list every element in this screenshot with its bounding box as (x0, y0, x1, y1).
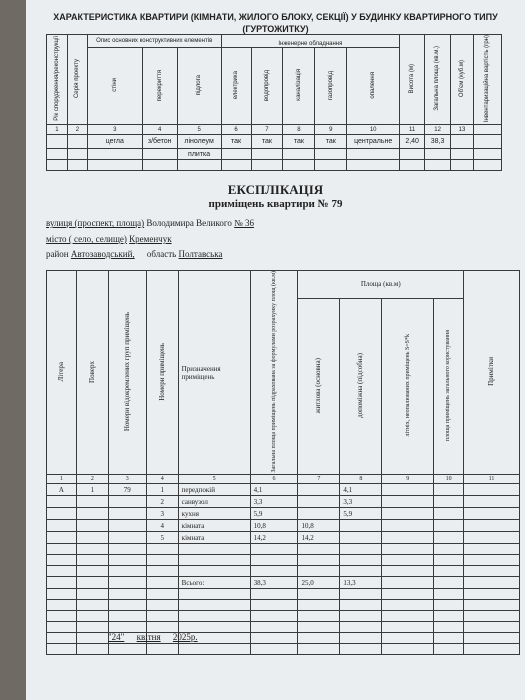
header-floor: підлога (177, 48, 221, 125)
header-floor-level: Поверх (76, 271, 108, 475)
total-row (47, 577, 520, 589)
header-auxiliary: допоміжна (підсобна) (340, 298, 382, 475)
header-ceiling: перекриття (142, 48, 177, 125)
header-value: Інвентаризаційна вартість (грн) (473, 35, 501, 125)
characteristic-table (46, 34, 502, 171)
header-notes: Примітки (464, 271, 520, 475)
header-electricity: електрика (221, 48, 251, 125)
column-numbers-row: 1 2 3 4 5 6 7 8 9 10 11 (47, 475, 520, 484)
table-row: 3 кухня 5,9 5,9 (47, 508, 520, 520)
column-numbers-row: 1 2 3 4 5 6 7 8 9 10 11 12 13 (47, 125, 502, 135)
explication-subtitle: приміщень квартири № 79 (208, 198, 343, 210)
header-litera: Літера (47, 271, 77, 475)
header-summer: літніх, неопалюваних приміщень S=S*k (382, 298, 434, 475)
table-row: цегла з/бетон лінолеум так так так так центральне 2,40 38,3 (47, 135, 502, 149)
header-year: Рік спорудження/реконструкції (47, 35, 68, 125)
header-living: житлова (основна) (298, 298, 340, 475)
table-row: плитка (47, 149, 502, 160)
total-auxiliary: 13,3 (340, 577, 382, 589)
header-series: Серія проекту (67, 35, 87, 125)
table-row: 5 кімната 14,2 14,2 (47, 532, 520, 544)
header-group-numbers: Номери відокремлених груп приміщень (108, 271, 146, 475)
explication-table (46, 270, 520, 655)
document-date: "24" квітня 2025р. (108, 632, 198, 642)
address-street: вулиця (проспект, площа) Володимира Великого № 36 (46, 218, 254, 228)
header-gas: газопровід (315, 48, 347, 125)
characteristic-title-line2: (ГУРТОЖИТКУ) (242, 24, 309, 34)
header-common: площа приміщень загального користування (434, 298, 464, 475)
header-total-area: Загальна площа приміщень підрахована за формулами розрахунку площ (кв.м) (250, 271, 298, 475)
header-purpose: Призначення приміщень (178, 271, 250, 475)
total-living: 25,0 (298, 577, 340, 589)
header-walls: стіни (87, 48, 142, 125)
header-room-numbers: Номери приміщень (146, 271, 178, 475)
table-row: А 1 79 1 передпокій 4,1 4,1 (47, 484, 520, 496)
document-page (26, 0, 525, 700)
total-label: Всього: (178, 577, 250, 589)
header-volume: Об'єм (куб.м) (451, 35, 474, 125)
header-sewer: каналізація (283, 48, 315, 125)
header-group-constructive: Опис основних конструктивних елементів (87, 35, 221, 48)
header-water: водопровід (251, 48, 283, 125)
characteristic-title: ХАРАКТЕРИСТИКА КВАРТИРИ (КІМНАТИ, ЖИЛОГО БЛОКУ, СЕКЦІЇ) У БУДИНКУ КВАРТИРНОГО ТИПУ (53, 12, 498, 22)
explication-title: ЕКСПЛІКАЦІЯ (227, 182, 324, 197)
header-group-engineering: Інженерне обладнання (221, 35, 400, 48)
header-area-group: Площа (кв.м) (298, 271, 464, 299)
address-district: район Автозаводський, область Полтавська (46, 249, 223, 259)
table-row: 4 кімната 10,8 10,8 (47, 520, 520, 532)
address-city: місто ( село, селище) Кременчук (46, 234, 172, 244)
header-total-area: Загальна площа (кв.м.) (425, 35, 451, 125)
header-heating: опалення (347, 48, 400, 125)
table-row: 2 санвузол 3,3 3,3 (47, 496, 520, 508)
table-row (47, 160, 502, 171)
total-area: 38,3 (250, 577, 298, 589)
header-height: Висота (м) (400, 35, 425, 125)
